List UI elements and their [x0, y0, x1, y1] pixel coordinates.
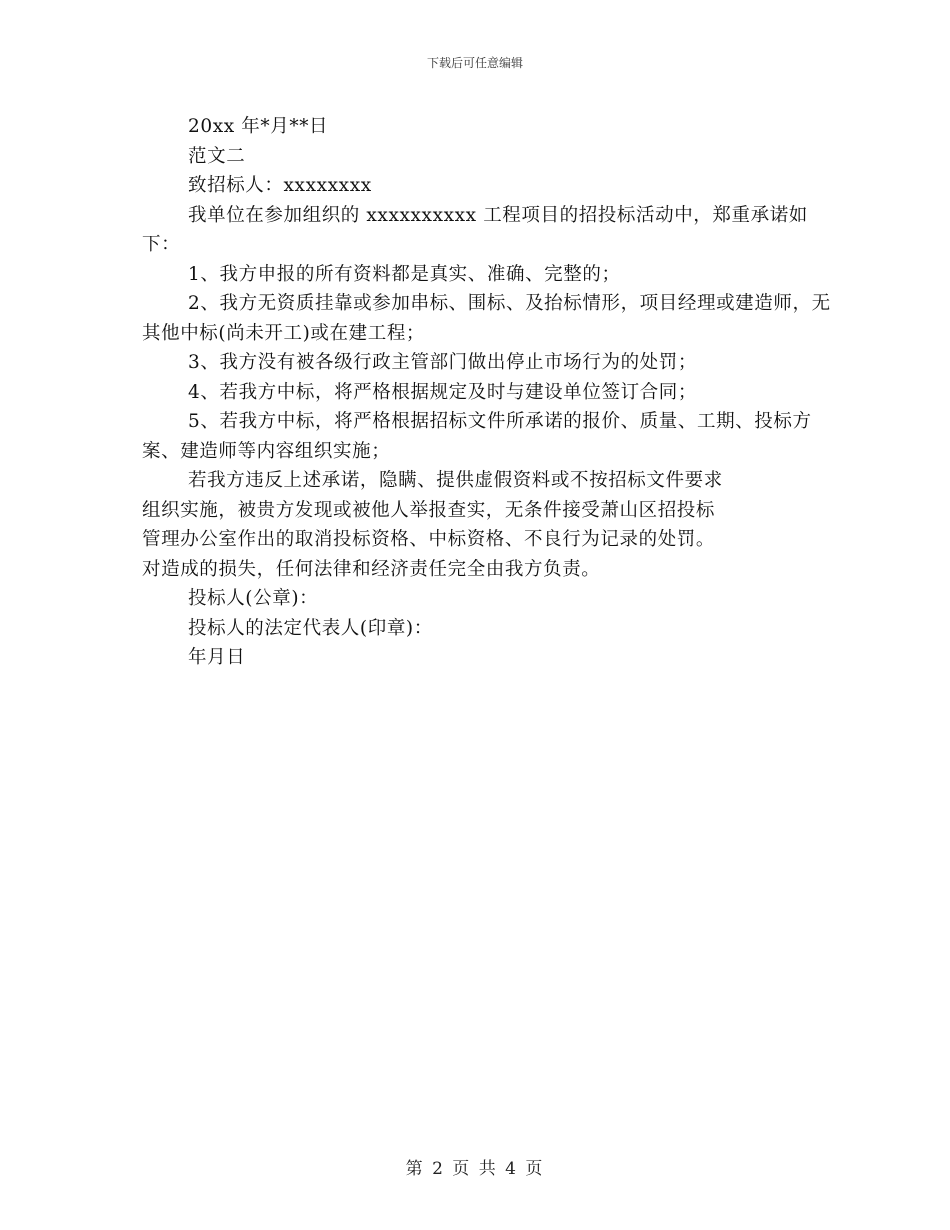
date-blank-line: 年月日: [188, 647, 246, 668]
commitment-item: 5、若我方中标，将严格根据招标文件所承诺的报价、质量、工期、投标方案、建造师等内容组织实施；: [142, 411, 812, 462]
violation-line: 管理办公室作出的取消投标资格、中标资格、不良行为记录的处罚。: [142, 529, 716, 550]
bidder-seal-line: 投标人(公章)：: [188, 588, 319, 609]
section-title: 范文二: [188, 145, 246, 167]
recipient-line: 致招标人：xxxxxxxx: [188, 175, 372, 196]
legal-rep-seal-line: 投标人的法定代表人(印章)：: [188, 617, 433, 639]
commitment-item: 1、我方申报的所有资料都是真实、准确、完整的；: [188, 263, 621, 285]
violation-line: 对造成的损失，任何法律和经济责任完全由我方负责。: [142, 558, 601, 580]
intro-paragraph: 我单位在参加组织的 xxxxxxxxxx 工程项目的招投标活动中，郑重承诺如下：: [142, 204, 808, 255]
violation-line: 若我方违反上述承诺，隐瞒、提供虚假资料或不按招标文件要求: [188, 470, 723, 491]
commitment-item: 2、我方无资质挂靠或参加串标、围标、及抬标情形，项目经理或建造师，无其他中标(尚未开工)或在建工程；: [142, 293, 831, 344]
document-body: [142, 112, 832, 673]
commitment-item: 4、若我方中标，将严格根据规定及时与建设单位签订合同；: [188, 381, 697, 403]
page-header: 下载后可任意编辑: [426, 56, 523, 70]
page-footer: 第 2 页 共 4 页: [405, 1159, 545, 1179]
document-date: 20xx 年*月**日: [188, 116, 329, 137]
violation-line: 组织实施，被贵方发现或被他人举报查实，无条件接受萧山区招投标: [142, 499, 716, 521]
commitment-item: 3、我方没有被各级行政主管部门做出停止市场行为的处罚；: [188, 352, 697, 373]
